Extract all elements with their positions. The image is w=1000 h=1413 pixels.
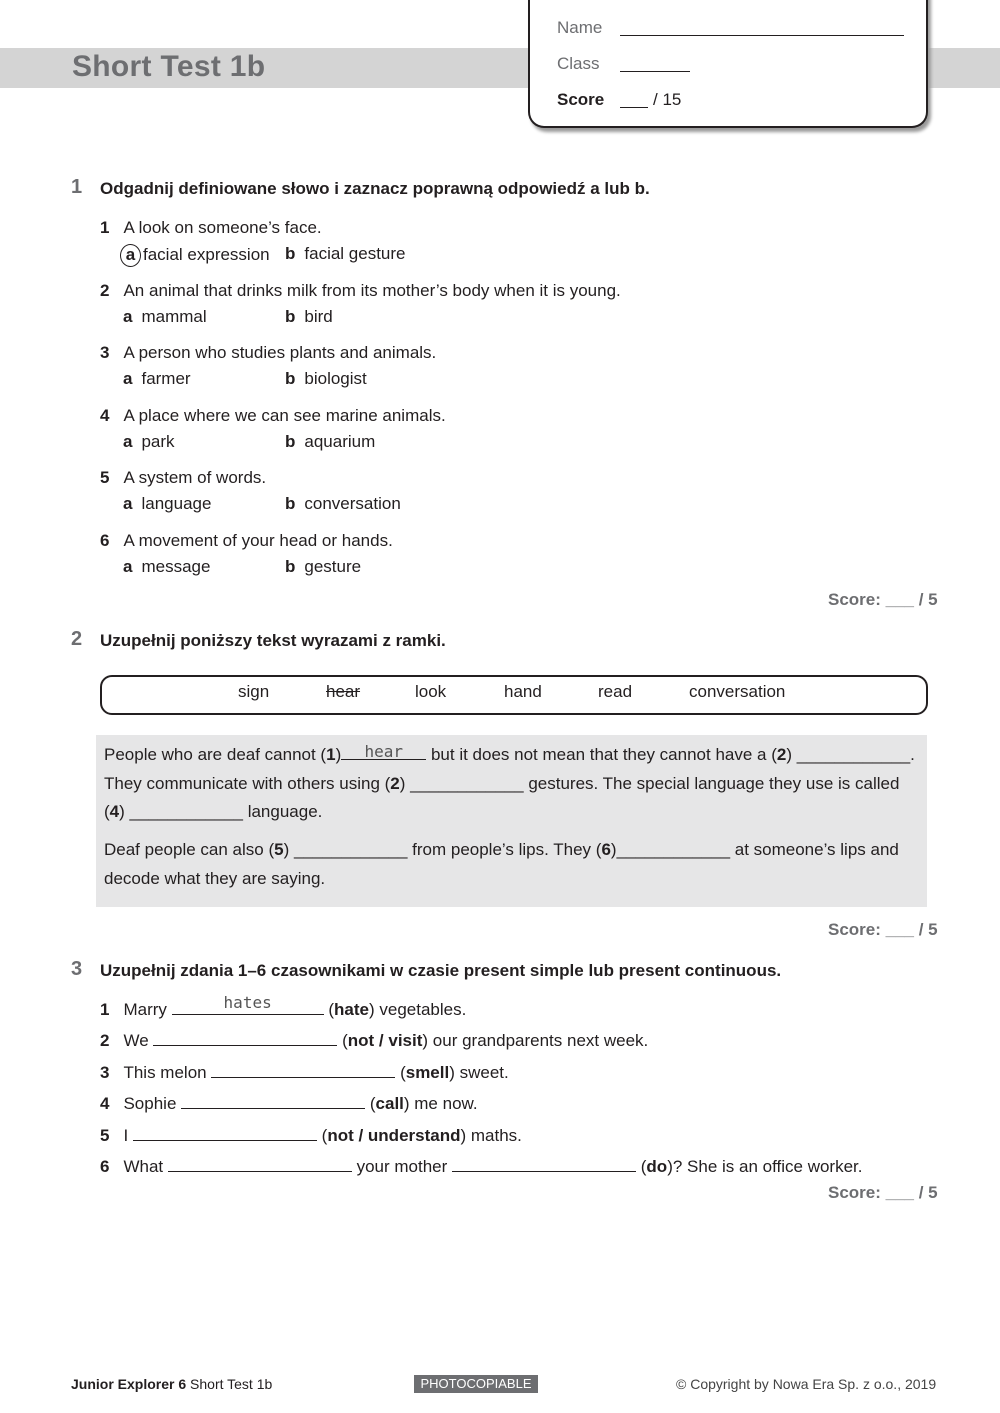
question-number: 2 bbox=[100, 281, 110, 300]
answer-blank[interactable] bbox=[181, 1093, 365, 1109]
name-field[interactable] bbox=[620, 35, 904, 36]
answer-blank[interactable] bbox=[168, 1156, 352, 1172]
verb-hint: call bbox=[375, 1094, 404, 1113]
footer-book: Junior Explorer 6 Short Test 1b bbox=[71, 1376, 273, 1392]
question-number: 5 bbox=[100, 468, 110, 487]
handwritten-answer: hates bbox=[223, 993, 272, 1012]
option-text: aquarium bbox=[304, 432, 376, 451]
verb-hint: not / visit bbox=[347, 1031, 423, 1050]
option-text: mammal bbox=[141, 307, 207, 326]
sentence-number: 5 bbox=[100, 1126, 110, 1145]
option-a[interactable] bbox=[123, 432, 175, 452]
option-b[interactable] bbox=[285, 557, 361, 577]
option-letter: b bbox=[285, 557, 296, 576]
sentence-number: 3 bbox=[100, 1063, 110, 1082]
text-line: decode what they are saying. bbox=[104, 869, 326, 888]
text-line: (4) ____________ language. bbox=[104, 802, 323, 821]
question-text: An animal that drinks milk from its mother’s body when it is young. bbox=[123, 281, 621, 300]
option-text: conversation bbox=[304, 494, 401, 513]
word-box-item: hand bbox=[504, 682, 542, 701]
option-b[interactable] bbox=[285, 494, 401, 514]
section-score: Score: ___ / 5 bbox=[828, 920, 938, 939]
answer-blank[interactable] bbox=[133, 1125, 317, 1141]
option-letter: a bbox=[123, 369, 133, 388]
option-text: message bbox=[141, 557, 211, 576]
score-label: Score bbox=[557, 90, 605, 109]
option-b[interactable] bbox=[285, 244, 406, 264]
score-total: / 15 bbox=[653, 90, 682, 109]
word-box-item: conversation bbox=[689, 682, 786, 701]
page-title: Short Test 1b bbox=[72, 50, 266, 83]
section-number: 1 bbox=[71, 176, 83, 198]
answer-blank[interactable] bbox=[452, 1156, 636, 1172]
option-text: facial gesture bbox=[304, 244, 406, 263]
option-text: biologist bbox=[304, 369, 367, 388]
section-score: Score: ___ / 5 bbox=[828, 1183, 938, 1202]
sentence-item: 1 Marry hates (hate) vegetables. bbox=[100, 993, 467, 1019]
text-line: They communicate with others using (2) ____________ gestures. The special language they use is called bbox=[104, 774, 900, 793]
name-label: Name bbox=[557, 18, 603, 37]
sentence-item: 4 Sophie (call) me now. bbox=[100, 1094, 478, 1113]
option-letter: a bbox=[123, 494, 133, 513]
section-instruction: Uzupełnij zdania 1–6 czasownikami w czasie present simple lub present continuous. bbox=[100, 961, 782, 980]
verb-hint: do bbox=[646, 1157, 668, 1176]
option-letter: b bbox=[285, 432, 296, 451]
answer-blank[interactable] bbox=[153, 1030, 337, 1046]
section-instruction: Uzupełnij poniższy tekst wyrazami z ramki. bbox=[100, 631, 446, 650]
text-line: Deaf people can also (5) ____________ from people’s lips. They (6)____________ at someone’s lips and bbox=[104, 840, 899, 859]
option-letter: a bbox=[123, 432, 133, 451]
sentence-number: 1 bbox=[100, 1000, 110, 1019]
option-a[interactable] bbox=[123, 494, 211, 514]
question-text: A person who studies plants and animals. bbox=[123, 343, 437, 362]
question-text: A look on someone’s face. bbox=[123, 218, 322, 237]
question-item bbox=[100, 343, 436, 363]
option-b[interactable] bbox=[285, 369, 367, 389]
option-a[interactable] bbox=[123, 244, 270, 267]
question-item bbox=[100, 218, 322, 238]
question-item bbox=[100, 468, 266, 488]
option-text: park bbox=[141, 432, 175, 451]
sentence-number: 6 bbox=[100, 1157, 110, 1176]
option-letter: b bbox=[285, 244, 296, 263]
question-item bbox=[100, 406, 446, 426]
section-score: Score: ___ / 5 bbox=[828, 590, 938, 609]
question-item bbox=[100, 531, 393, 551]
sentence-item: 2 We (not / visit) our grandparents next week. bbox=[100, 1031, 649, 1050]
student-info-box bbox=[528, 0, 928, 128]
word-box-item: read bbox=[598, 682, 633, 701]
option-text: gesture bbox=[304, 557, 362, 576]
option-letter: a bbox=[123, 557, 133, 576]
circled-option-letter: a bbox=[120, 244, 141, 267]
sentence-number: 4 bbox=[100, 1094, 110, 1113]
section-number: 2 bbox=[71, 628, 83, 650]
option-text: language bbox=[141, 494, 212, 513]
option-a[interactable] bbox=[123, 307, 207, 327]
option-letter: b bbox=[285, 369, 296, 388]
photocopiable-badge: PHOTOCOPIABLE bbox=[414, 1375, 538, 1393]
question-text: A place where we can see marine animals. bbox=[123, 406, 446, 425]
verb-hint: not / understand bbox=[327, 1126, 461, 1145]
question-text: A movement of your head or hands. bbox=[123, 531, 393, 550]
sentence-item: 3 This melon (smell) sweet. bbox=[100, 1063, 509, 1082]
score-field[interactable] bbox=[620, 107, 648, 108]
question-item bbox=[100, 281, 621, 301]
section-instruction: Odgadnij definiowane słowo i zaznacz poprawną odpowiedź a lub b. bbox=[100, 179, 650, 198]
text-line: People who are deaf cannot (1) hear but it does not mean that they cannot have a (2) ____________. bbox=[104, 741, 915, 769]
option-text: bird bbox=[304, 307, 333, 326]
question-number: 6 bbox=[100, 531, 110, 550]
option-text: facial expression bbox=[143, 245, 270, 264]
word-box-item: look bbox=[415, 682, 447, 701]
question-number: 1 bbox=[100, 218, 110, 237]
sentence-number: 2 bbox=[100, 1031, 110, 1050]
question-number: 3 bbox=[100, 343, 110, 362]
verb-hint: smell bbox=[405, 1063, 450, 1082]
option-a[interactable] bbox=[123, 557, 210, 577]
option-b[interactable] bbox=[285, 432, 375, 452]
section-number: 3 bbox=[71, 958, 83, 980]
class-field[interactable] bbox=[620, 71, 690, 72]
question-number: 4 bbox=[100, 406, 110, 425]
class-label: Class bbox=[557, 54, 600, 73]
word-box-item: sign bbox=[238, 682, 270, 701]
verb-hint: hate bbox=[334, 1000, 369, 1019]
answer-blank[interactable] bbox=[172, 993, 324, 1015]
sentence-item: 5 I (not / understand) maths. bbox=[100, 1126, 522, 1145]
option-text: farmer bbox=[141, 369, 191, 388]
word-box-item-used: hear bbox=[326, 682, 361, 701]
handwritten-answer: hear bbox=[364, 742, 404, 761]
option-letter: b bbox=[285, 307, 296, 326]
copyright: © Copyright by Nowa Era Sp. z o.o., 2019 bbox=[676, 1376, 937, 1392]
option-letter: a bbox=[123, 307, 133, 326]
question-text: A system of words. bbox=[123, 468, 267, 487]
option-a[interactable] bbox=[123, 369, 191, 389]
gap-1[interactable] bbox=[341, 744, 426, 760]
sentence-item: 6 What your mother (do)? She is an office worker. bbox=[100, 1157, 863, 1176]
option-b[interactable] bbox=[285, 307, 333, 327]
answer-blank[interactable] bbox=[211, 1062, 395, 1078]
option-letter: b bbox=[285, 494, 296, 513]
